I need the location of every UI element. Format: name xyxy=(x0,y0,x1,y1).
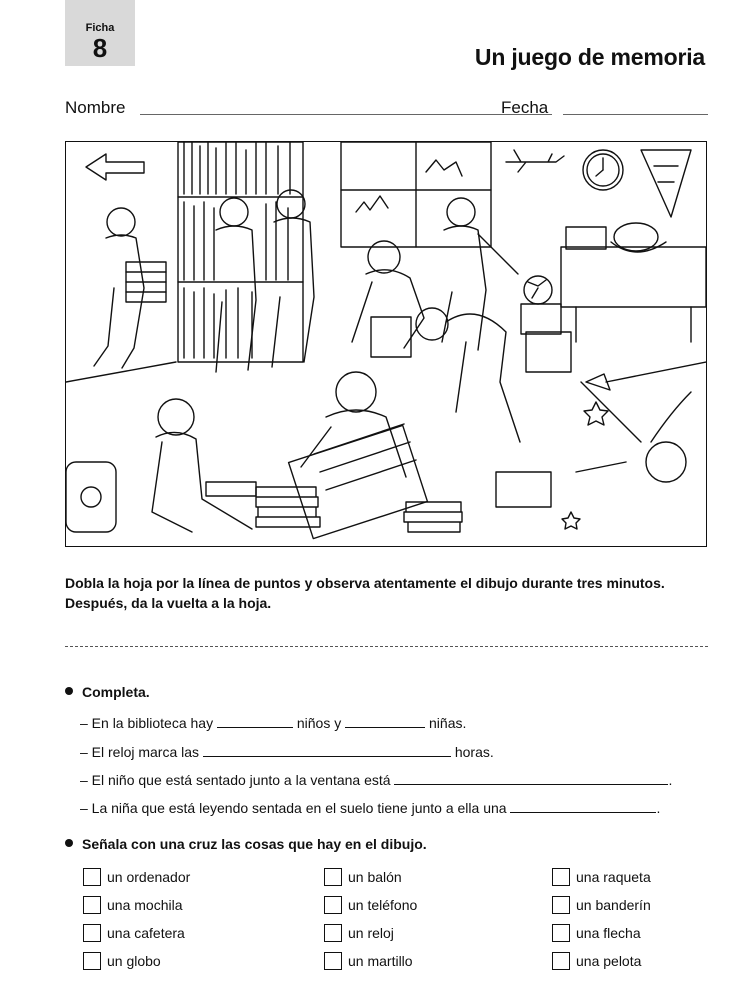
checkbox[interactable] xyxy=(552,924,570,942)
name-label: Nombre xyxy=(65,98,126,117)
check-label: una flecha xyxy=(576,925,641,941)
name-field[interactable] xyxy=(140,114,552,115)
checkbox[interactable] xyxy=(324,868,342,886)
check-label: un balón xyxy=(348,869,402,885)
item2-text-b: horas. xyxy=(454,744,494,760)
reading-girl-object-blank[interactable] xyxy=(510,798,656,813)
check-item-cafetera[interactable] xyxy=(83,922,185,944)
item1-text-a: – En la biblioteca hay xyxy=(80,715,214,731)
check-item-pelota[interactable] xyxy=(552,950,641,972)
bookshelf xyxy=(178,142,303,362)
check-label: una raqueta xyxy=(576,869,651,885)
completa-title: Completa. xyxy=(82,684,150,700)
check-item-martillo[interactable] xyxy=(324,950,413,972)
item1-text-b: niños y xyxy=(296,715,342,731)
item2-text-a: – El reloj marca las xyxy=(80,744,200,760)
check-item-telefono[interactable] xyxy=(324,894,417,916)
bullet-icon xyxy=(65,687,73,695)
check-item-globo[interactable] xyxy=(83,950,161,972)
instructions-line-1: Dobla la hoja por la línea de puntos y observa atentamente el dibujo durante tres minutos. xyxy=(65,575,665,591)
backpack-icon xyxy=(66,462,116,532)
check-item-flecha[interactable] xyxy=(552,922,641,944)
check-item-reloj[interactable] xyxy=(324,922,394,944)
girls-count-blank[interactable] xyxy=(345,713,425,728)
ficha-label: Ficha xyxy=(85,22,115,34)
check-label: un banderín xyxy=(576,897,651,913)
airplane-toy-icon xyxy=(506,150,564,172)
check-item-balon[interactable] xyxy=(324,866,402,888)
completa-item-2 xyxy=(80,742,494,760)
teacher-desk xyxy=(561,247,706,307)
completa-section-title xyxy=(65,684,150,700)
illustration-drawing xyxy=(66,142,706,546)
checkbox[interactable] xyxy=(324,952,342,970)
check-item-raqueta[interactable] xyxy=(552,866,651,888)
ficha-number: 8 xyxy=(92,33,108,63)
classroom-illustration xyxy=(65,141,707,547)
instructions xyxy=(65,573,710,613)
completa-item-1 xyxy=(80,713,466,731)
date-label: Fecha xyxy=(501,98,549,117)
arrow-icon xyxy=(86,154,144,180)
page-title: Un juego de memoria xyxy=(474,44,705,70)
checkbox[interactable] xyxy=(83,924,101,942)
senala-section-title xyxy=(65,836,427,852)
worksheet-number-box xyxy=(65,0,135,66)
checkbox[interactable] xyxy=(324,896,342,914)
checkbox[interactable] xyxy=(552,896,570,914)
fold-dotted-line xyxy=(65,646,708,647)
item3-text-b: . xyxy=(668,772,673,788)
check-label: una pelota xyxy=(576,953,642,969)
check-label: un teléfono xyxy=(348,897,418,913)
check-label: una mochila xyxy=(107,897,183,913)
checkbox[interactable] xyxy=(552,868,570,886)
check-label: un globo xyxy=(107,953,161,969)
checkbox[interactable] xyxy=(552,952,570,970)
check-item-mochila[interactable] xyxy=(83,894,183,916)
pennant-icon xyxy=(641,150,691,217)
window-boy-blank[interactable] xyxy=(394,770,668,785)
check-item-ordenador[interactable] xyxy=(83,866,190,888)
senala-title: Señala con una cruz las cosas que hay en el dibujo. xyxy=(82,836,427,852)
item4-text-b: . xyxy=(656,800,661,816)
check-label: un ordenador xyxy=(107,869,191,885)
check-item-banderin[interactable] xyxy=(552,894,651,916)
item4-text-a: – La niña que está leyendo sentada en el suelo tiene junto a ella una xyxy=(80,800,507,816)
name-date-row xyxy=(65,98,708,120)
completa-item-3 xyxy=(80,770,672,788)
checkbox[interactable] xyxy=(83,868,101,886)
check-label: una cafetera xyxy=(107,925,185,941)
item3-text-a: – El niño que está sentado junto a la ventana está xyxy=(80,772,391,788)
bullet-icon xyxy=(65,839,73,847)
checkbox[interactable] xyxy=(83,896,101,914)
check-label: un reloj xyxy=(348,925,394,941)
ball-icon xyxy=(524,276,552,304)
clock-time-blank[interactable] xyxy=(203,742,451,757)
checkbox[interactable] xyxy=(324,924,342,942)
checkbox[interactable] xyxy=(83,952,101,970)
boys-count-blank[interactable] xyxy=(217,713,293,728)
check-label: un martillo xyxy=(348,953,413,969)
item1-text-c: niñas. xyxy=(429,715,467,731)
date-field[interactable] xyxy=(563,114,708,115)
instructions-line-2: Después, da la vuelta a la hoja. xyxy=(65,595,272,611)
completa-item-4 xyxy=(80,798,660,816)
